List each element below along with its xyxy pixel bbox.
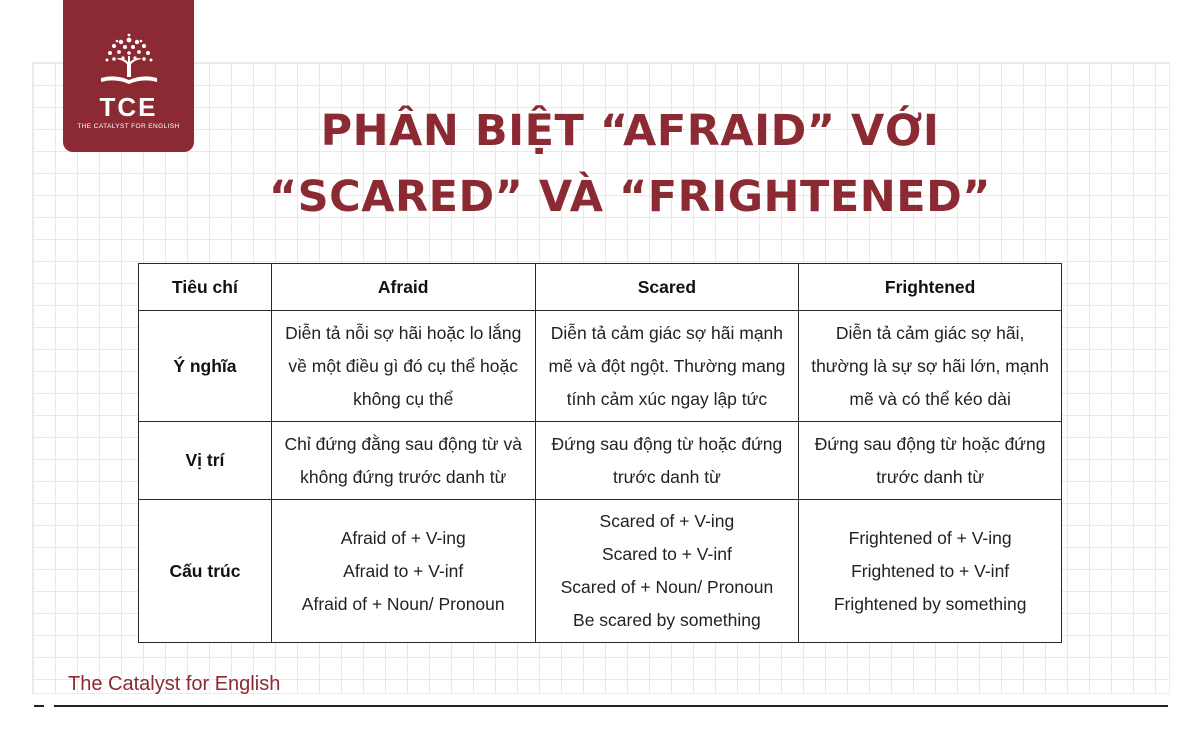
cell-line: mẽ và có thể kéo dài (849, 388, 1011, 409)
cell-line: Diễn tả cảm giác sợ hãi, (835, 322, 1025, 343)
table-header-row (139, 264, 1062, 311)
title-line-1: PHÂN BIỆT “AFRAID” VỚI (320, 106, 940, 156)
cell-meaning-afraid (271, 311, 535, 422)
cell-line: tính cảm xúc ngay lập tức (566, 388, 768, 409)
cell-line: mẽ và đột ngột. Thường mang (548, 355, 786, 376)
cell-line: về một điều gì đó cụ thể hoặc (288, 355, 518, 376)
cell-line: Scared to + V-inf (601, 544, 732, 564)
criterion-meaning: Ý nghĩa (139, 311, 272, 422)
cell-position-scared (535, 422, 799, 500)
cell-line: thường là sự sợ hãi lớn, mạnh (811, 355, 1050, 376)
title-line-2: “SCARED” VÀ “FRIGHTENED” (268, 172, 992, 222)
cell-line: Diễn tả nỗi sợ hãi hoặc lo lắng (285, 322, 522, 343)
cell-structure-afraid (271, 500, 535, 643)
logo-tagline: THE CATALYST FOR ENGLISH (77, 123, 180, 130)
cell-line: Afraid to + V-inf (343, 560, 464, 581)
cell-line: Frightened of + V-ing (848, 527, 1012, 548)
cell-line: trước danh từ (612, 466, 721, 487)
cell-position-afraid (271, 422, 535, 500)
cell-line: Đứng sau động từ hoặc đứng (814, 433, 1046, 454)
header-criterion: Tiêu chí (139, 264, 272, 311)
table-row-structure (139, 500, 1062, 643)
cell-structure-scared (535, 500, 799, 643)
logo-wordmark: TCE (99, 92, 158, 122)
cell-line: Be scared by something (573, 610, 761, 630)
table-row-meaning (139, 311, 1062, 422)
header-scared: Scared (535, 264, 799, 311)
cell-meaning-frightened (799, 311, 1062, 422)
cell-meaning-scared (535, 311, 799, 422)
criterion-position: Vị trí (139, 422, 272, 500)
criterion-structure: Cấu trúc (139, 500, 272, 643)
cell-line: Chỉ đứng đằng sau động từ và (284, 433, 522, 454)
table-row-position (139, 422, 1062, 500)
cell-line: trước danh từ (876, 466, 985, 487)
cell-structure-frightened (799, 500, 1062, 643)
footer-brand-text: The Catalyst for English (68, 673, 281, 695)
footer-dash (34, 705, 44, 707)
header-afraid: Afraid (271, 264, 535, 311)
cell-line: Afraid of + V-ing (340, 527, 466, 548)
cell-line: Afraid of + Noun/ Pronoun (301, 593, 505, 614)
page-title (200, 98, 1060, 230)
cell-line: không cụ thể (353, 388, 454, 409)
cell-line: Frightened to + V-inf (851, 560, 1010, 581)
comparison-table (138, 263, 1062, 643)
footer-divider (54, 705, 1168, 707)
cell-position-frightened (799, 422, 1062, 500)
brand-logo (63, 0, 194, 152)
cell-line: Scared of + V-ing (599, 511, 735, 531)
cell-line: không đứng trước danh từ (300, 466, 507, 487)
header-frightened: Frightened (799, 264, 1062, 311)
cell-line: Scared of + Noun/ Pronoun (560, 577, 774, 597)
tree-book-icon (93, 32, 165, 90)
cell-line: Diễn tả cảm giác sợ hãi mạnh (550, 322, 784, 343)
cell-line: Frightened by something (833, 593, 1027, 614)
cell-line: Đứng sau động từ hoặc đứng (551, 433, 783, 454)
